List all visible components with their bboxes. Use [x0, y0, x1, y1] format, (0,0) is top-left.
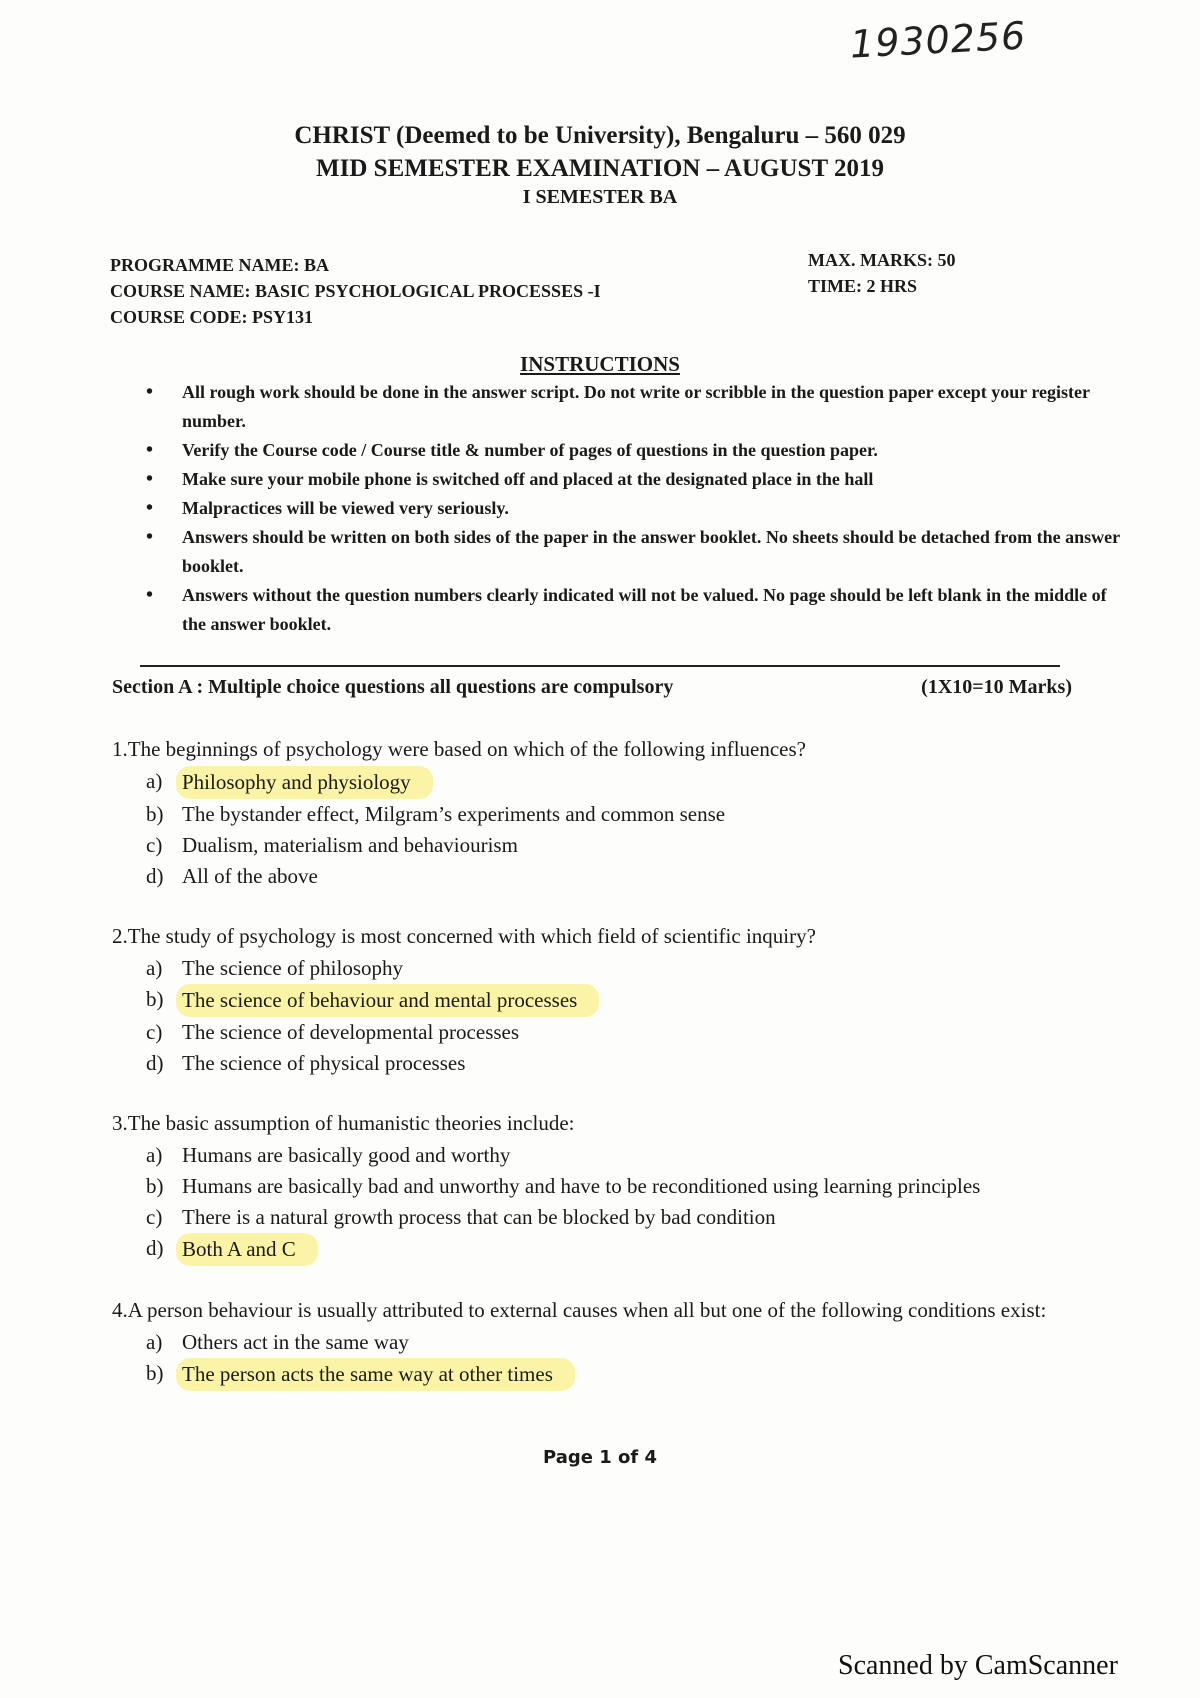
option-text: The science of developmental processes	[182, 1020, 520, 1044]
question-text: 1.The beginnings of psychology were based on which of the following influences?	[112, 737, 806, 761]
option	[146, 1017, 1112, 1048]
scanner-watermark: Scanned by CamScanner	[838, 1650, 1118, 1681]
option-text: Humans are basically good and worthy	[182, 1143, 511, 1167]
option-text: There is a natural growth process that can be blocked by bad condition	[182, 1205, 776, 1229]
question	[112, 735, 1112, 892]
course-code: COURSE CODE: PSY131	[110, 307, 314, 327]
option-text-highlighted: Both A and C	[176, 1233, 318, 1266]
option	[146, 1048, 1112, 1079]
options-list	[112, 766, 1112, 892]
option-text: Humans are basically bad and unworthy and have to be reconditioned using learning principles	[182, 1174, 981, 1198]
section-header	[112, 676, 1072, 699]
exam-meta	[808, 247, 955, 299]
question-text: 2.The study of psychology is most concerned with which field of scientific inquiry?	[112, 924, 816, 948]
option-letter: d)	[146, 1236, 164, 1260]
option-letter: d)	[146, 864, 164, 888]
option	[146, 766, 1112, 799]
option-letter: a)	[146, 769, 163, 793]
option-text: The bystander effect, Milgram’s experiments and common sense	[182, 802, 726, 826]
handwritten-register-number: 1930256	[848, 13, 1028, 67]
course-name: COURSE NAME: BASIC PSYCHOLOGICAL PROCESSES -I	[110, 281, 601, 301]
option-letter: b)	[146, 1361, 164, 1385]
instruction-item: • All rough work should be done in the answer script. Do not write or scribble in the question paper except your register number.	[140, 378, 1120, 436]
semester-title: I SEMESTER BA	[522, 186, 678, 208]
max-marks: MAX. MARKS: 50	[808, 250, 956, 270]
option	[146, 1233, 1112, 1266]
question	[112, 1296, 1112, 1391]
option-letter: a)	[146, 956, 163, 980]
section-title: Section A : Multiple choice questions all questions are compulsory	[112, 676, 674, 698]
options-list	[112, 953, 1112, 1079]
option	[146, 984, 1112, 1017]
programme-name: PROGRAMME NAME: BA	[110, 255, 329, 275]
option	[146, 1358, 1112, 1391]
option	[146, 953, 1112, 984]
university-title: CHRIST (Deemed to be University), Bengaluru – 560 029	[294, 122, 906, 149]
option-text-highlighted: The science of behaviour and mental processes	[176, 984, 599, 1017]
instruction-item: • Answers without the question numbers clearly indicated will not be valued. No page should be left blank in the middle of the answer booklet.	[140, 581, 1120, 639]
option-text: All of the above	[182, 864, 318, 888]
option-letter: a)	[146, 1143, 163, 1167]
option-letter: c)	[146, 833, 163, 857]
option-text: Others act in the same way	[182, 1330, 409, 1354]
option-text-highlighted: Philosophy and physiology	[176, 766, 433, 799]
option-letter: c)	[146, 1020, 163, 1044]
exam-title: MID SEMESTER EXAMINATION – AUGUST 2019	[316, 155, 884, 182]
option-letter: d)	[146, 1051, 164, 1075]
option	[146, 799, 1112, 830]
option	[146, 1202, 1112, 1233]
option-text: The science of philosophy	[182, 956, 404, 980]
instructions-title: INSTRUCTIONS	[520, 352, 680, 376]
page-number: Page 1 of 4	[543, 1447, 657, 1468]
question	[112, 1109, 1112, 1266]
option-text: Dualism, materialism and behaviourism	[182, 833, 518, 857]
option	[146, 861, 1112, 892]
question-text: 4.A person behaviour is usually attributed to external causes when all but one of the following conditions exist:	[112, 1298, 1047, 1322]
option-letter: c)	[146, 1205, 163, 1229]
options-list	[112, 1140, 1112, 1266]
option-letter: b)	[146, 987, 164, 1011]
options-list	[112, 1327, 1112, 1391]
divider	[140, 665, 1060, 667]
option	[146, 1171, 1112, 1202]
option-text-highlighted: The person acts the same way at other times	[176, 1358, 575, 1391]
option	[146, 830, 1112, 861]
question-text: 3.The basic assumption of humanistic theories include:	[112, 1111, 575, 1135]
questions-list	[112, 735, 1112, 1421]
option-text: The science of physical processes	[182, 1051, 466, 1075]
option-letter: a)	[146, 1330, 163, 1354]
option-letter: b)	[146, 1174, 164, 1198]
instructions-list	[140, 378, 1120, 639]
instruction-item: • Malpractices will be viewed very seriously.	[140, 494, 1120, 523]
instruction-item: • Make sure your mobile phone is switched off and placed at the designated place in the hall	[140, 465, 1120, 494]
option	[146, 1327, 1112, 1358]
exam-time: TIME: 2 HRS	[808, 276, 918, 296]
instruction-item: • Answers should be written on both sides of the paper in the answer booklet. No sheets should be detached from the answer booklet.	[140, 523, 1120, 581]
option-letter: b)	[146, 802, 164, 826]
instruction-item: • Verify the Course code / Course title & number of pages of questions in the question paper.	[140, 436, 1120, 465]
section-marks: (1X10=10 Marks)	[921, 676, 1072, 698]
option	[146, 1140, 1112, 1171]
course-meta	[110, 252, 601, 330]
question	[112, 922, 1112, 1079]
